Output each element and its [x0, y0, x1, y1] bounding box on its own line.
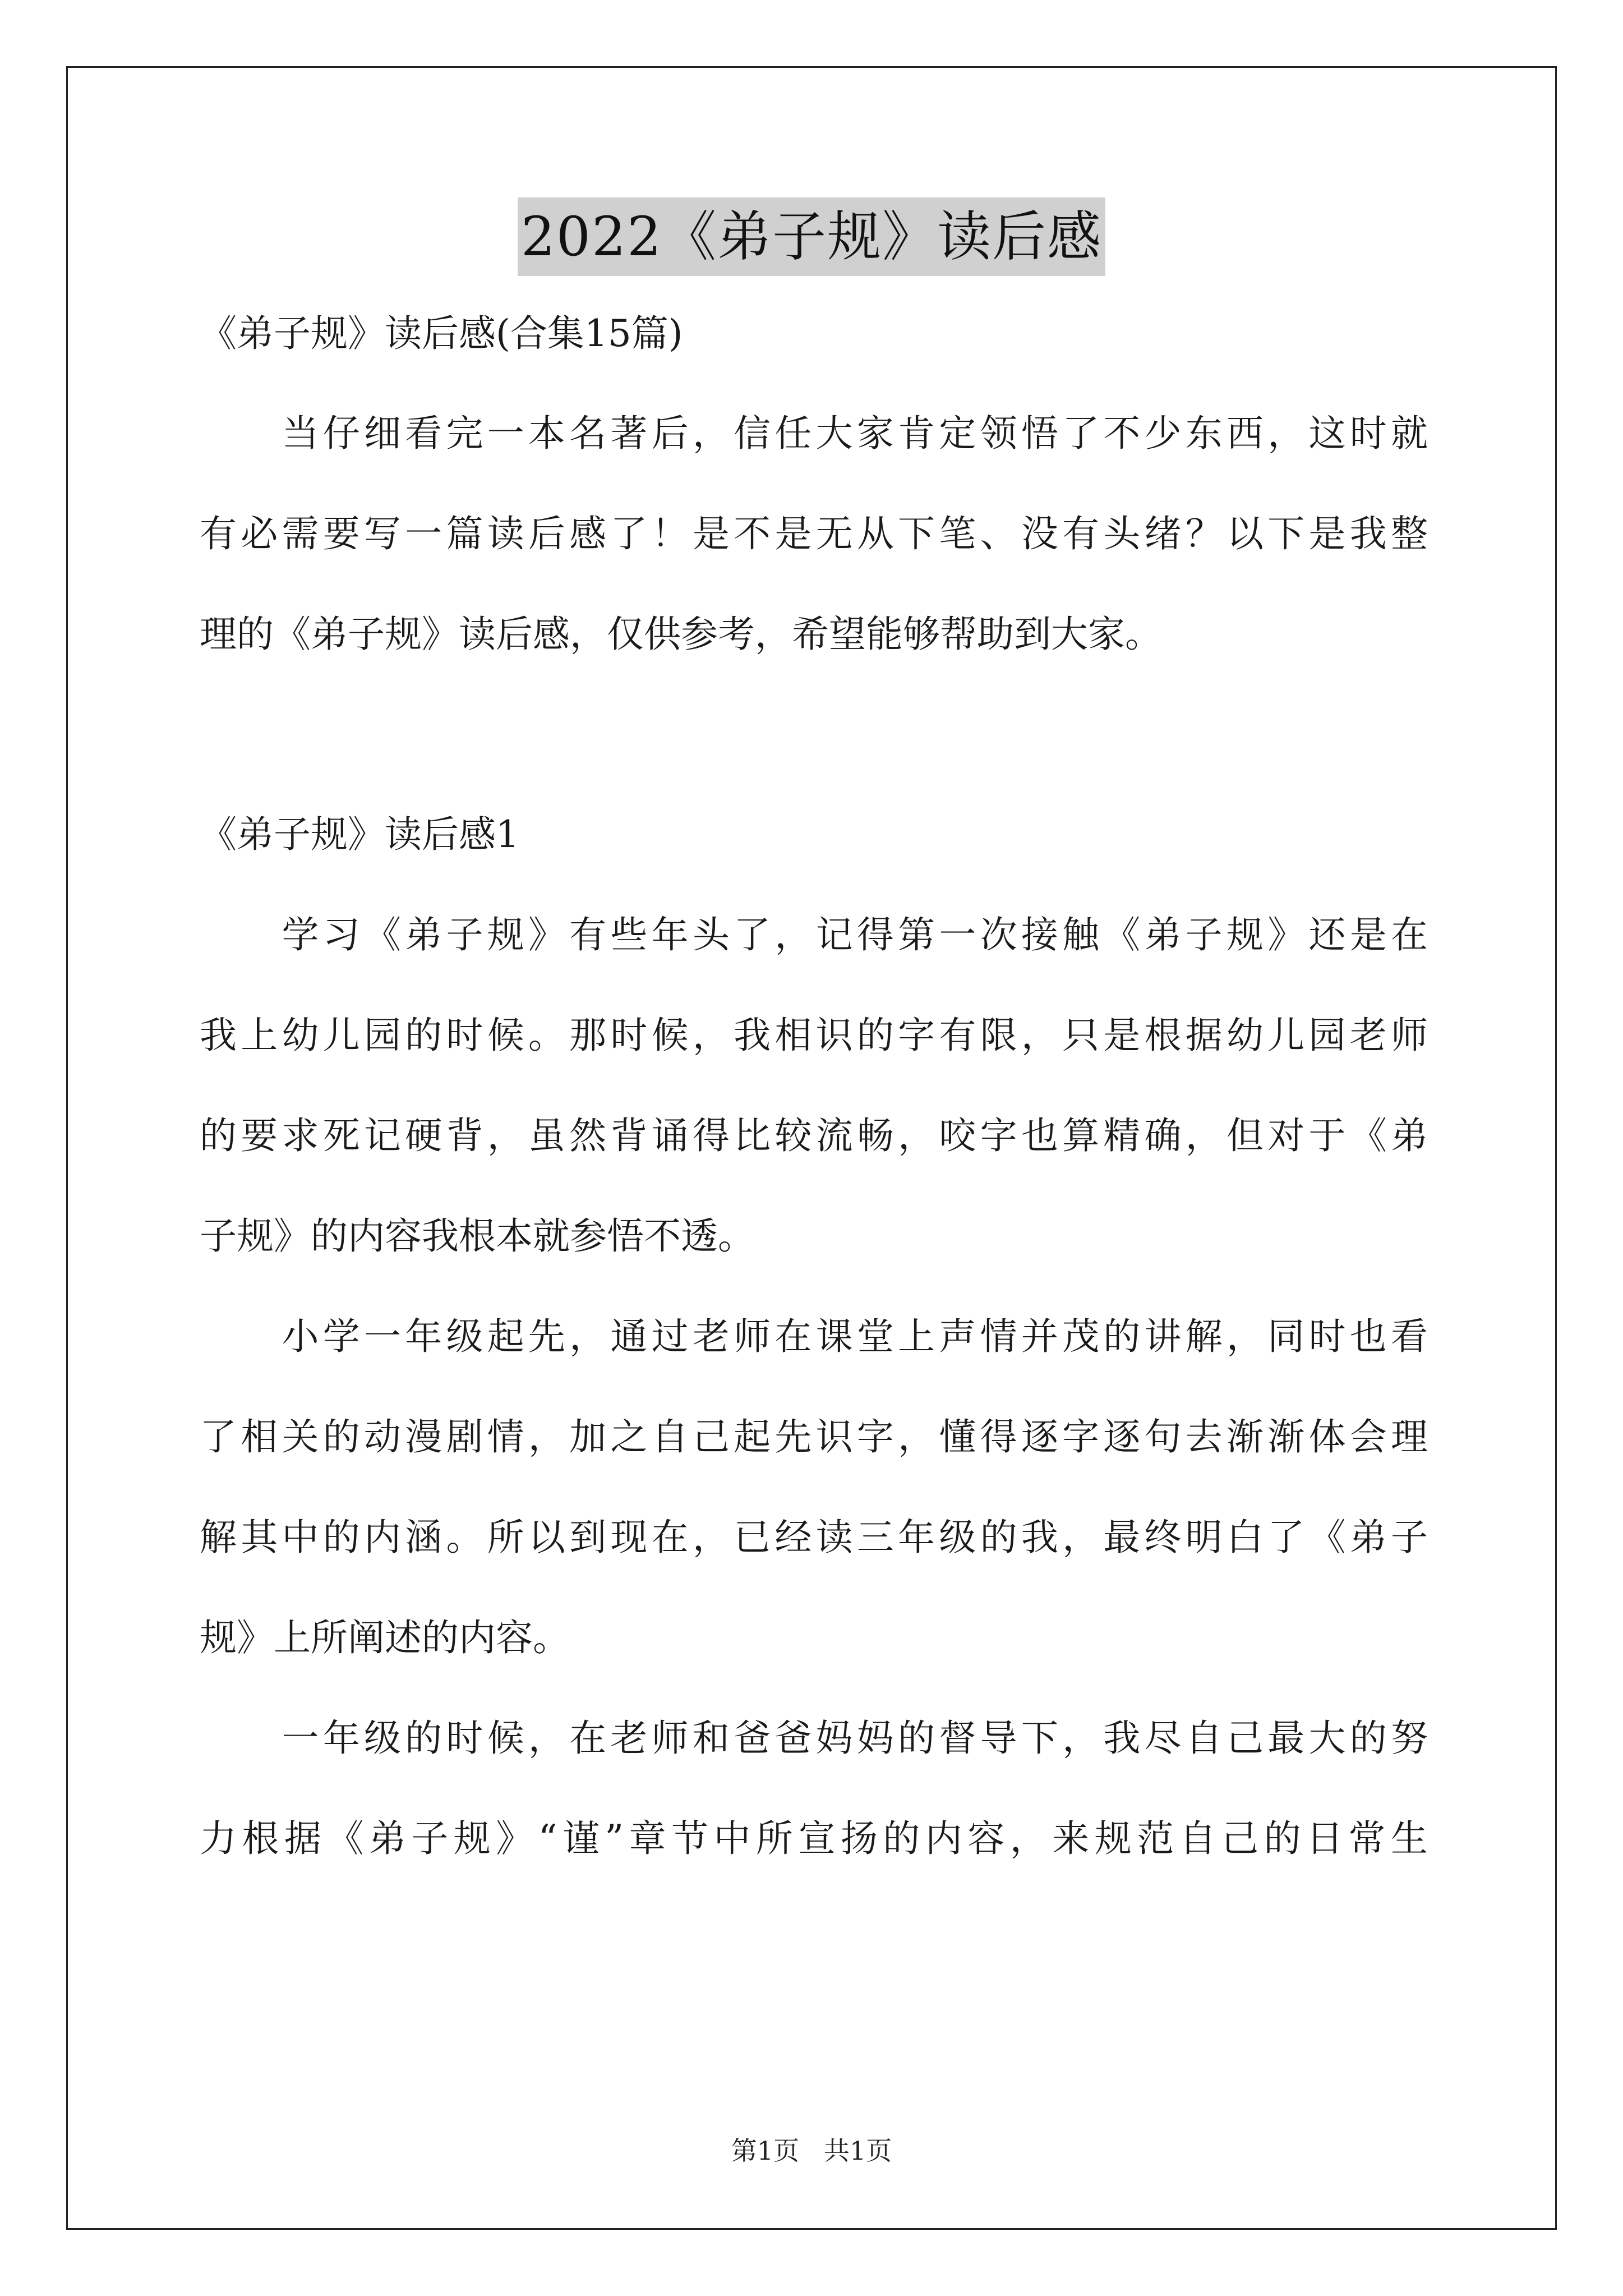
paragraph-line: 当仔细看完一本名著后，信任大家肯定领悟了不少东西，这时就	[200, 412, 1428, 455]
paragraph-line: 有必需要写一篇读后感了！是不是无从下笔、没有头绪？以下是我整	[200, 512, 1428, 555]
document-title: 2022《弟子规》读后感	[518, 197, 1105, 276]
paragraph-line: 小学一年级起先，通过老师在课堂上声情并茂的讲解，同时也看	[200, 1315, 1428, 1358]
section-paragraph	[200, 1710, 1428, 1867]
page-footer: 第1页 共1页	[731, 2136, 892, 2166]
paragraph-line: 力根据《弟子规》“谨”章节中所宣扬的内容，来规范自己的日常生	[200, 1817, 1428, 1860]
paragraph-line: 一年级的时候，在老师和爸爸妈妈的督导下，我尽自己最大的努	[200, 1717, 1428, 1760]
paragraph-line: 理的《弟子规》读后感，仅供参考，希望能够帮助到大家。	[200, 613, 1162, 656]
section-paragraph	[200, 907, 1428, 1264]
paragraph-line: 了相关的动漫剧情，加之自己起先识字，懂得逐字逐句去渐渐体会理	[200, 1415, 1428, 1458]
section-heading: 《弟子规》读后感1	[200, 813, 519, 856]
paragraph-line: 规》上所阐述的内容。	[200, 1616, 570, 1659]
document-body	[200, 306, 1428, 1867]
section-paragraph	[200, 1309, 1428, 1666]
intro-paragraph	[200, 406, 1428, 662]
document-subtitle: 《弟子规》读后感(合集15篇)	[200, 312, 683, 355]
paragraph-line: 子规》的内容我根本就参悟不透。	[200, 1214, 755, 1258]
title-container	[0, 197, 1623, 276]
paragraph-line: 我上幼儿园的时候。那时候，我相识的字有限，只是根据幼儿园老师	[200, 1014, 1428, 1057]
paragraph-line: 学习《弟子规》有些年头了，记得第一次接触《弟子规》还是在	[200, 913, 1428, 956]
paragraph-line: 的要求死记硬背，虽然背诵得比较流畅，咬字也算精确，但对于《弟	[200, 1114, 1428, 1157]
paragraph-line: 解其中的内涵。所以到现在，已经读三年级的我，最终明白了《弟子	[200, 1516, 1428, 1559]
